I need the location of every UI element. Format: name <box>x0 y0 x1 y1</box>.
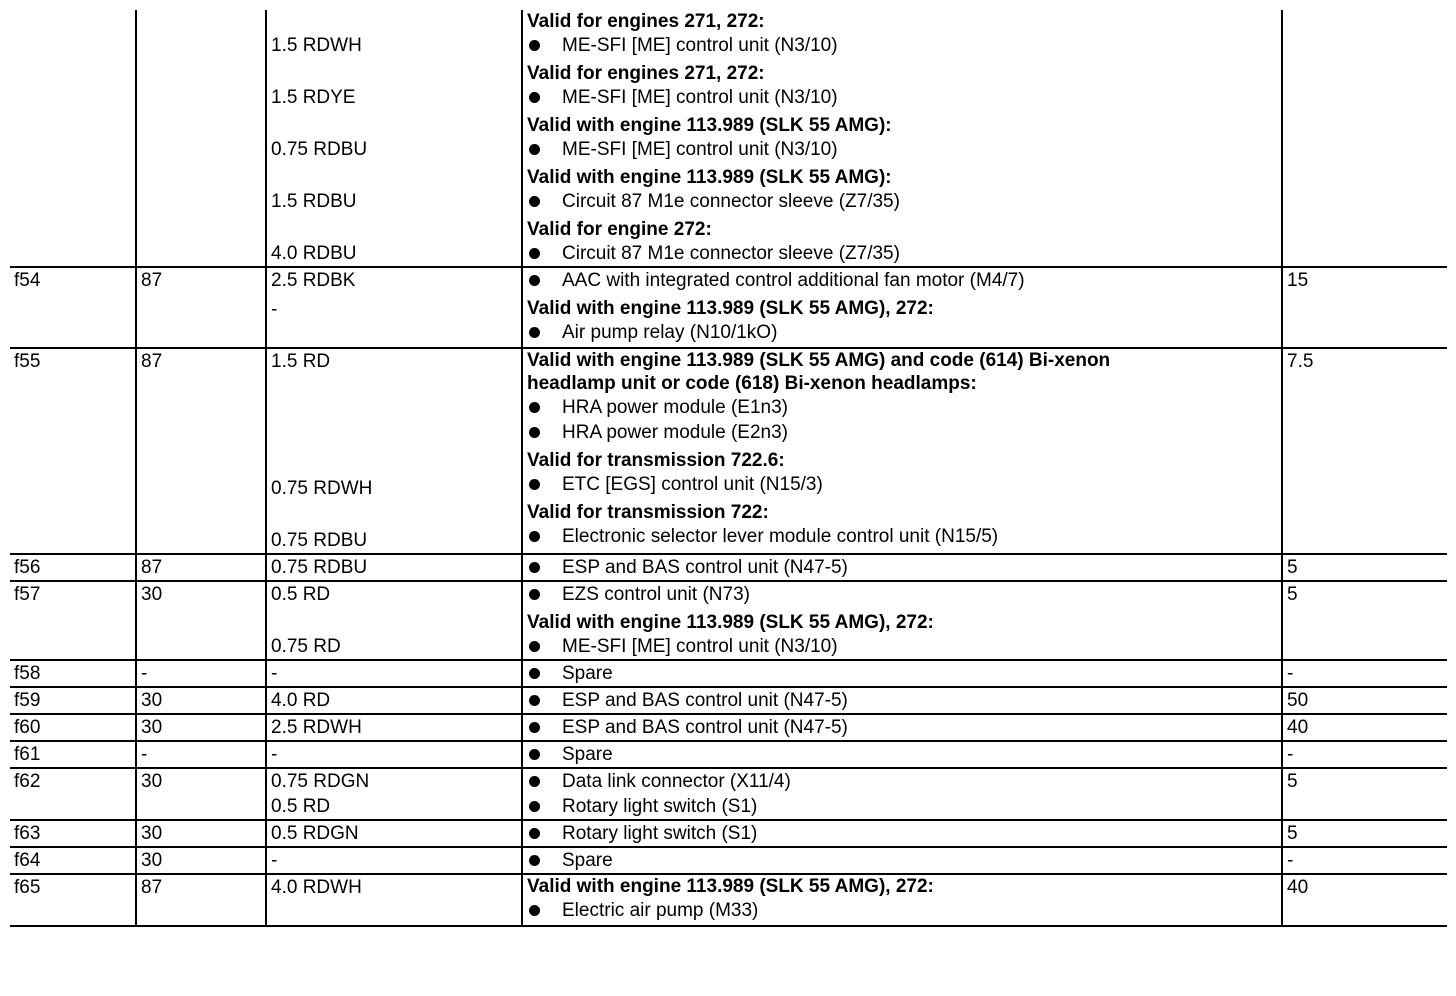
wire-spacer <box>271 10 521 33</box>
terminal-cell <box>136 554 266 581</box>
table-row <box>10 581 1447 660</box>
consumer-cell <box>522 267 1282 348</box>
wire-cell <box>266 348 522 554</box>
consumer-cell <box>522 581 1282 660</box>
validity-note: Valid for transmission 722: <box>527 502 769 523</box>
terminal-value: 30 <box>141 690 163 711</box>
consumer-cell <box>522 874 1282 926</box>
terminal-value <box>141 10 265 35</box>
terminal-cell <box>136 581 266 660</box>
wire-cell <box>266 714 522 741</box>
consumer-label: Electric air pump (M33) <box>562 900 759 921</box>
table-row <box>10 714 1447 741</box>
wire-spacer <box>271 218 521 241</box>
table-row <box>10 874 1447 926</box>
consumer-label: ME-SFI [ME] control unit (N3/10) <box>562 35 838 56</box>
wire-entry <box>271 349 521 449</box>
fuse-cell <box>10 554 136 581</box>
wire-entry <box>271 449 521 501</box>
terminal-value: 30 <box>141 823 163 844</box>
bullet-icon <box>529 402 540 413</box>
fuse-id: f63 <box>14 823 41 844</box>
consumer-label: Spare <box>562 850 613 871</box>
amperage-value: 40 <box>1287 877 1309 898</box>
consumer-label: Spare <box>562 744 613 765</box>
amperage-value: - <box>1287 744 1294 765</box>
wire-spec: 2.5 RDWH <box>271 717 362 738</box>
amperage-cell <box>1282 554 1447 581</box>
consumer-entry <box>527 162 1281 214</box>
consumer-item <box>527 420 1281 445</box>
consumer-label: ME-SFI [ME] control unit (N3/10) <box>562 636 838 657</box>
wire-entry <box>271 607 521 659</box>
fuse-id: f55 <box>14 351 41 372</box>
consumer-entry <box>527 349 1281 445</box>
terminal-value: - <box>141 744 148 765</box>
wire-cell <box>266 554 522 581</box>
bullet-icon <box>529 695 540 706</box>
bullet-icon <box>529 589 540 600</box>
consumer-cell <box>522 847 1282 874</box>
bullet-icon <box>529 641 540 652</box>
bullet-icon <box>529 275 540 286</box>
consumer-item <box>527 688 1281 713</box>
consumer-cell <box>522 714 1282 741</box>
consumer-label: ESP and BAS control unit (N47-5) <box>562 717 848 738</box>
table-row <box>10 768 1447 820</box>
wire-cell <box>266 820 522 847</box>
bullet-icon <box>529 427 540 438</box>
wire-entry <box>271 875 521 925</box>
consumer-item <box>527 582 1281 607</box>
validity-note: Valid with engine 113.989 (SLK 55 AMG): <box>527 167 892 188</box>
wire-entry <box>271 661 521 686</box>
wire-spec: 4.0 RD <box>271 690 331 711</box>
fuse-assignment-table <box>10 10 1447 927</box>
amperage-cell <box>1282 687 1447 714</box>
wire-cell <box>266 10 522 267</box>
consumer-item <box>527 769 1281 794</box>
fuse-cell <box>10 874 136 926</box>
wire-entry <box>271 58 521 110</box>
consumer-cell <box>522 768 1282 820</box>
table-row <box>10 741 1447 768</box>
table-row <box>10 660 1447 687</box>
consumer-item <box>527 715 1281 740</box>
amperage-cell <box>1282 714 1447 741</box>
wire-cell <box>266 581 522 660</box>
terminal-value: 87 <box>141 270 163 291</box>
consumer-entry <box>527 555 1281 580</box>
consumer-label: AAC with integrated control additional fan motor (M4/7) <box>562 270 1025 291</box>
terminal-value: 87 <box>141 351 163 372</box>
wire-spec: - <box>271 299 278 320</box>
fuse-id: f64 <box>14 850 41 871</box>
consumer-item <box>527 189 1281 214</box>
consumer-entry <box>527 268 1281 293</box>
consumer-entry <box>527 10 1281 58</box>
consumer-label: Circuit 87 M1e connector sleeve (Z7/35) <box>562 191 900 212</box>
wire-spec: 1.5 RDBU <box>271 191 357 212</box>
fuse-id: f65 <box>14 877 41 898</box>
validity-note: Valid for engines 271, 272: <box>527 63 765 84</box>
validity-note: Valid for engine 272: <box>527 219 712 240</box>
terminal-cell <box>136 820 266 847</box>
consumer-entry <box>527 445 1281 497</box>
fuse-id: f62 <box>14 771 41 792</box>
consumer-entry <box>527 58 1281 110</box>
consumer-item <box>527 524 1281 549</box>
wire-spacer <box>271 374 521 399</box>
consumer-label: Electronic selector lever module control unit (N15/5) <box>562 526 999 547</box>
wire-spacer <box>271 611 521 634</box>
fuse-id: f60 <box>14 717 41 738</box>
wire-spec: 1.5 RDYE <box>271 87 356 108</box>
terminal-cell <box>136 847 266 874</box>
bullet-icon <box>529 776 540 787</box>
consumer-item <box>527 555 1281 580</box>
terminal-cell <box>136 714 266 741</box>
wire-spec: 4.0 RDBU <box>271 243 357 264</box>
consumer-item <box>527 898 1281 923</box>
bullet-icon <box>529 479 540 490</box>
wire-spec: 0.5 RDGN <box>271 823 359 844</box>
bullet-icon <box>529 749 540 760</box>
consumer-item <box>527 137 1281 162</box>
validity-note: Valid with engine 113.989 (SLK 55 AMG) and code (614) Bi-xenon <box>527 350 1111 371</box>
wire-entry <box>271 268 521 293</box>
wire-entry <box>271 715 521 740</box>
bullet-icon <box>529 40 540 51</box>
consumer-entry <box>527 848 1281 873</box>
wire-spec: 0.75 RD <box>271 636 341 657</box>
amperage-value: 5 <box>1287 823 1298 844</box>
consumer-item <box>527 821 1281 846</box>
consumer-item <box>527 85 1281 110</box>
wire-spec: 4.0 RDWH <box>271 877 362 898</box>
wire-entry <box>271 688 521 713</box>
consumer-cell <box>522 554 1282 581</box>
wire-entry <box>271 214 521 266</box>
terminal-cell <box>136 768 266 820</box>
consumer-item <box>527 634 1281 659</box>
fuse-cell <box>10 348 136 554</box>
amperage-value: - <box>1287 663 1294 684</box>
terminal-value: 30 <box>141 717 163 738</box>
wire-spec: - <box>271 663 278 684</box>
wire-entry <box>271 293 521 347</box>
fuse-cell <box>10 687 136 714</box>
wire-cell <box>266 768 522 820</box>
consumer-label: Data link connector (X11/4) <box>562 771 791 792</box>
fuse-cell <box>10 714 136 741</box>
table-row <box>10 687 1447 714</box>
fuse-cell <box>10 768 136 820</box>
consumer-entry <box>527 607 1281 659</box>
wire-spec: 0.5 RD <box>271 584 331 605</box>
validity-note: Valid for transmission 722.6: <box>527 450 785 471</box>
wire-spec: 0.75 RDBU <box>271 530 368 551</box>
table-row <box>10 820 1447 847</box>
validity-note: Valid with engine 113.989 (SLK 55 AMG): <box>527 115 892 136</box>
terminal-value: 87 <box>141 557 163 578</box>
consumer-entry <box>527 688 1281 713</box>
fuse-cell <box>10 820 136 847</box>
terminal-value: 30 <box>141 850 163 871</box>
wire-cell <box>266 687 522 714</box>
wire-spacer <box>271 62 521 85</box>
wire-spec: 0.75 RDBU <box>271 139 368 160</box>
bullet-icon <box>529 248 540 259</box>
table-row <box>10 10 1447 267</box>
amperage-value: 40 <box>1287 717 1309 738</box>
fuse-cell <box>10 10 136 267</box>
wire-spec: 0.5 RD <box>271 796 331 817</box>
validity-note: Valid with engine 113.989 (SLK 55 AMG), 272: <box>527 876 934 897</box>
amperage-cell <box>1282 10 1447 267</box>
bullet-icon <box>529 801 540 812</box>
bullet-icon <box>529 905 540 916</box>
validity-note: Valid with engine 113.989 (SLK 55 AMG), 272: <box>527 612 934 633</box>
terminal-cell <box>136 267 266 348</box>
consumer-entry <box>527 715 1281 740</box>
consumer-item <box>527 268 1281 293</box>
terminal-cell <box>136 660 266 687</box>
consumer-item <box>527 661 1281 686</box>
amperage-cell <box>1282 348 1447 554</box>
amperage-cell <box>1282 820 1447 847</box>
consumer-item <box>527 794 1281 819</box>
fuse-cell <box>10 660 136 687</box>
consumer-item <box>527 395 1281 420</box>
terminal-value: 87 <box>141 877 163 898</box>
bullet-icon <box>529 855 540 866</box>
fuse-id: f61 <box>14 744 41 765</box>
consumer-cell <box>522 348 1282 554</box>
consumer-entry <box>527 214 1281 266</box>
fuse-id: f57 <box>14 584 41 605</box>
wire-entry <box>271 821 521 846</box>
bullet-icon <box>529 327 540 338</box>
amperage-cell <box>1282 660 1447 687</box>
wire-spacer <box>271 166 521 189</box>
consumer-item <box>527 33 1281 58</box>
consumer-label: ME-SFI [ME] control unit (N3/10) <box>562 87 838 108</box>
validity-note: headlamp unit or code (618) Bi-xenon headlamps: <box>527 373 977 394</box>
wire-spec: 0.75 RDWH <box>271 478 373 499</box>
consumer-item <box>527 848 1281 873</box>
wire-cell <box>266 741 522 768</box>
consumer-cell <box>522 741 1282 768</box>
amperage-value: 15 <box>1287 270 1309 291</box>
consumer-cell <box>522 10 1282 267</box>
wire-entry <box>271 742 521 767</box>
consumer-entry <box>527 821 1281 846</box>
consumer-label: ESP and BAS control unit (N47-5) <box>562 557 848 578</box>
bullet-icon <box>529 92 540 103</box>
consumer-label: HRA power module (E2n3) <box>562 422 788 443</box>
wire-spacer <box>271 114 521 137</box>
consumer-cell <box>522 660 1282 687</box>
wire-spacer <box>271 424 521 449</box>
amperage-cell <box>1282 741 1447 768</box>
bullet-icon <box>529 531 540 542</box>
amperage-value: 50 <box>1287 690 1309 711</box>
consumer-label: Circuit 87 M1e connector sleeve (Z7/35) <box>562 243 900 264</box>
consumer-label: ME-SFI [ME] control unit (N3/10) <box>562 139 838 160</box>
bullet-icon <box>529 562 540 573</box>
terminal-value: 30 <box>141 771 163 792</box>
wire-entry <box>271 10 521 58</box>
amperage-value: 5 <box>1287 557 1298 578</box>
table-row <box>10 554 1447 581</box>
wire-entry <box>271 501 521 553</box>
fuse-id: f58 <box>14 663 41 684</box>
consumer-item <box>527 472 1281 497</box>
wire-entry <box>271 162 521 214</box>
wire-spacer <box>271 900 521 925</box>
amperage-value: 5 <box>1287 771 1298 792</box>
consumer-label: EZS control unit (N73) <box>562 584 750 605</box>
wire-spacer <box>271 505 521 528</box>
terminal-cell <box>136 10 266 267</box>
consumer-label: HRA power module (E1n3) <box>562 397 788 418</box>
wire-entry <box>271 582 521 607</box>
amperage-value: - <box>1287 850 1294 871</box>
wire-cell <box>266 874 522 926</box>
consumer-entry <box>527 293 1281 345</box>
bullet-icon <box>529 722 540 733</box>
bullet-icon <box>529 196 540 207</box>
bullet-icon <box>529 144 540 155</box>
table-row <box>10 267 1447 348</box>
fuse-id: f56 <box>14 557 41 578</box>
fuse-cell <box>10 267 136 348</box>
consumer-label: ETC [EGS] control unit (N15/3) <box>562 474 823 495</box>
consumer-entry <box>527 875 1281 923</box>
consumer-label: ESP and BAS control unit (N47-5) <box>562 690 848 711</box>
wire-spec: 0.75 RDBU <box>271 557 368 578</box>
wire-cell <box>266 660 522 687</box>
amperage-cell <box>1282 874 1447 926</box>
wire-spacer <box>271 399 521 424</box>
wire-spec: 1.5 RD <box>271 351 331 372</box>
consumer-entry <box>527 742 1281 767</box>
consumer-label: Air pump relay (N10/1kO) <box>562 322 778 343</box>
bullet-icon <box>529 668 540 679</box>
consumer-item <box>527 241 1281 266</box>
table-row <box>10 847 1447 874</box>
bullet-icon <box>529 828 540 839</box>
table-row <box>10 348 1447 554</box>
wire-spacer <box>271 453 521 476</box>
terminal-value: - <box>141 663 148 684</box>
terminal-cell <box>136 741 266 768</box>
consumer-label: Rotary light switch (S1) <box>562 823 758 844</box>
validity-note: Valid for engines 271, 272: <box>527 11 765 32</box>
fuse-cell <box>10 581 136 660</box>
consumer-cell <box>522 687 1282 714</box>
amperage-cell <box>1282 768 1447 820</box>
terminal-cell <box>136 687 266 714</box>
amperage-cell <box>1282 267 1447 348</box>
wire-entry <box>271 769 521 819</box>
consumer-entry <box>527 769 1281 819</box>
consumer-entry <box>527 661 1281 686</box>
wire-cell <box>266 847 522 874</box>
fuse-cell <box>10 847 136 874</box>
wire-spec: 1.5 RDWH <box>271 35 362 56</box>
fuse-cell <box>10 741 136 768</box>
fuse-id: f59 <box>14 690 41 711</box>
wire-spacer <box>271 322 521 347</box>
wire-entry <box>271 110 521 162</box>
wire-spec: - <box>271 850 278 871</box>
wire-spec: 2.5 RDBK <box>271 270 356 291</box>
consumer-label: Spare <box>562 663 613 684</box>
amperage-value: 5 <box>1287 584 1298 605</box>
amperage-cell <box>1282 847 1447 874</box>
fuse-id <box>14 10 135 35</box>
consumer-cell <box>522 820 1282 847</box>
consumer-label: Rotary light switch (S1) <box>562 796 758 817</box>
wire-spec: - <box>271 744 278 765</box>
terminal-cell <box>136 348 266 554</box>
amperage-value: 7.5 <box>1287 351 1314 372</box>
wire-entry <box>271 555 521 580</box>
terminal-value: 30 <box>141 584 163 605</box>
fuse-table-body <box>10 10 1447 926</box>
fuse-id: f54 <box>14 270 41 291</box>
consumer-item <box>527 742 1281 767</box>
amperage-cell <box>1282 581 1447 660</box>
terminal-cell <box>136 874 266 926</box>
consumer-entry <box>527 582 1281 607</box>
validity-note: Valid with engine 113.989 (SLK 55 AMG), 272: <box>527 298 934 319</box>
wire-entry <box>271 848 521 873</box>
wire-cell <box>266 267 522 348</box>
wire-spec: 0.75 RDGN <box>271 771 370 792</box>
consumer-item <box>527 320 1281 345</box>
consumer-entry <box>527 497 1281 549</box>
amperage-value <box>1287 10 1447 35</box>
consumer-entry <box>527 110 1281 162</box>
